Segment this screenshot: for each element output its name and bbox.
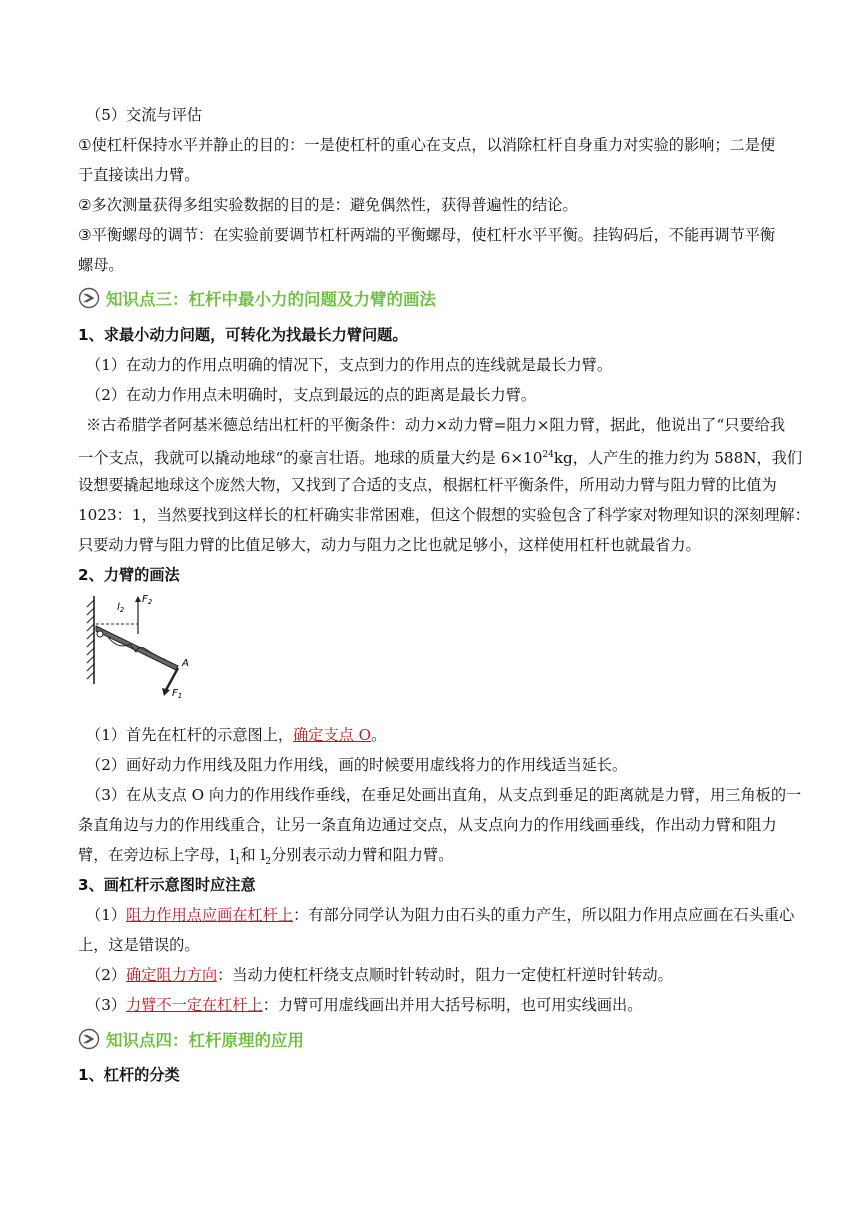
subsection-title: 3、画杠杆示意图时应注意	[78, 876, 256, 894]
text: 一个支点，我就可以撬动地球“的豪言壮语。地球的质量大约是 6×10	[78, 449, 543, 468]
emphasis-text: 阻力作用点应画在杠杆上	[126, 906, 294, 924]
list-item: （2）在动力作用点未明确时，支点到最远的点的距离是最长力臂。	[86, 386, 537, 404]
play-circle-icon	[78, 287, 100, 309]
note-paragraph-continued: 设想要撬起地球这个庞然大物，又找到了合适的支点，根据杠杆平衡条件，所用动力臂与阻力臂的比值为	[78, 476, 777, 494]
subsection-title: 1、杠杆的分类	[78, 1066, 180, 1084]
paragraph-continued: 于直接读出力臂。	[78, 166, 200, 184]
subsection-title: 1、求最小动力问题，可转化为找最长力臂问题。	[78, 326, 408, 344]
section-heading-kp4	[78, 1024, 304, 1054]
label-f2: $F_2$	[142, 594, 153, 606]
text: 。	[371, 726, 387, 744]
paragraph	[78, 130, 798, 160]
list-item	[86, 960, 806, 990]
note-paragraph-continued	[78, 440, 803, 473]
text: 臂，在旁边标上字母，l	[78, 846, 235, 864]
circled-number-3: ③	[78, 226, 92, 244]
emphasis-text: 确定阻力方向	[126, 966, 218, 984]
text: ：有部分同学认为阻力由石头的重力产生，所以阻力作用点应画在石头重心	[293, 906, 795, 924]
superscript: 24	[542, 450, 554, 460]
text: ：当动力使杠杆绕支点顺时针转动时，阻力一定使杠杆逆时针转动。	[217, 966, 673, 984]
label-a: A	[182, 658, 189, 669]
note-paragraph: ※古希腊学者阿基米德总结出杠杆的平衡条件：动力×动力臂=阻力×阻力臂，据此，他说出了“只要给我	[86, 416, 786, 434]
list-item	[86, 720, 806, 750]
subsection-title: 2、力臂的画法	[78, 566, 180, 584]
heading-text: 知识点四：杠杆原理的应用	[106, 1031, 304, 1050]
list-item-continued: 条直角边与力的作用线重合，让另一条直角边通过交点，从支点向力的作用线画垂线，作出动力臂和阻力	[78, 816, 777, 834]
text: 多次测量获得多组实验数据的目的是：避免偶然性，获得普遍性的结论。	[91, 196, 578, 214]
note-paragraph-continued: 1023：1，当然要找到这样长的杠杆确实非常困难，但这个假想的实验包含了科学家对物理知识的深刻理解：	[78, 506, 810, 524]
circled-number-1: ①	[78, 136, 92, 154]
text: kg，人产生的推力约为 588N，我们	[553, 449, 803, 468]
text: 平衡螺母的调节：在实验前要调节杠杆两端的平衡螺母，使杠杆水平平衡。挂钩码后，不能再调节平衡	[91, 226, 776, 244]
text: 分别表示动力臂和阻力臂。	[271, 846, 454, 864]
list-item-continued: 上，这是错误的。	[78, 936, 200, 954]
text: （2）	[86, 966, 127, 984]
list-item	[86, 990, 806, 1020]
text: 和 l	[240, 846, 266, 864]
list-item: （1）在动力的作用点明确的情况下，支点到力的作用点的连线就是最长力臂。	[86, 356, 613, 374]
paragraph	[78, 220, 798, 250]
emphasis-text: 确定支点 O	[293, 726, 372, 744]
section-heading-kp3	[78, 283, 436, 313]
text: 使杠杆保持水平并静止的目的：一是使杠杆的重心在支点，以消除杠杆自身重力对实验的影响；二是便	[91, 136, 776, 154]
text: （3）	[86, 996, 127, 1014]
play-circle-icon	[78, 1028, 100, 1050]
lever-diagram	[78, 590, 198, 700]
list-item: （3）在从支点 O 向力的作用线作垂线，在垂足处画出直角，从支点到垂足的距离就是力臂，用三角板的一	[86, 786, 802, 804]
paragraph	[78, 190, 798, 220]
text: ：力臂可用虚线画出并用大括号标明，也可用实线画出。	[262, 996, 643, 1014]
subscript: 2	[265, 857, 272, 868]
text: （1）	[86, 906, 127, 924]
section-5-title: （5）交流与评估	[86, 106, 202, 124]
label-f1: $F_1$	[172, 688, 183, 700]
list-item	[86, 900, 806, 930]
subscript: 1	[234, 857, 241, 868]
paragraph-continued: 螺母。	[78, 256, 124, 274]
list-item: （2）画好动力作用线及阻力作用线，画的时候要用虚线将力的作用线适当延长。	[86, 756, 628, 774]
heading-text: 知识点三：杠杆中最小力的问题及力臂的画法	[106, 290, 436, 309]
text: （1）首先在杠杆的示意图上，	[86, 726, 294, 744]
circled-number-2: ②	[78, 196, 92, 214]
note-paragraph-continued: 只要动力臂与阻力臂的比值足够大，动力与阻力之比也就足够小，这样使用杠杆也就最省力。	[78, 536, 701, 554]
emphasis-text: 力臂不一定在杠杆上	[126, 996, 263, 1014]
label-l2: $l_2$	[117, 602, 125, 614]
